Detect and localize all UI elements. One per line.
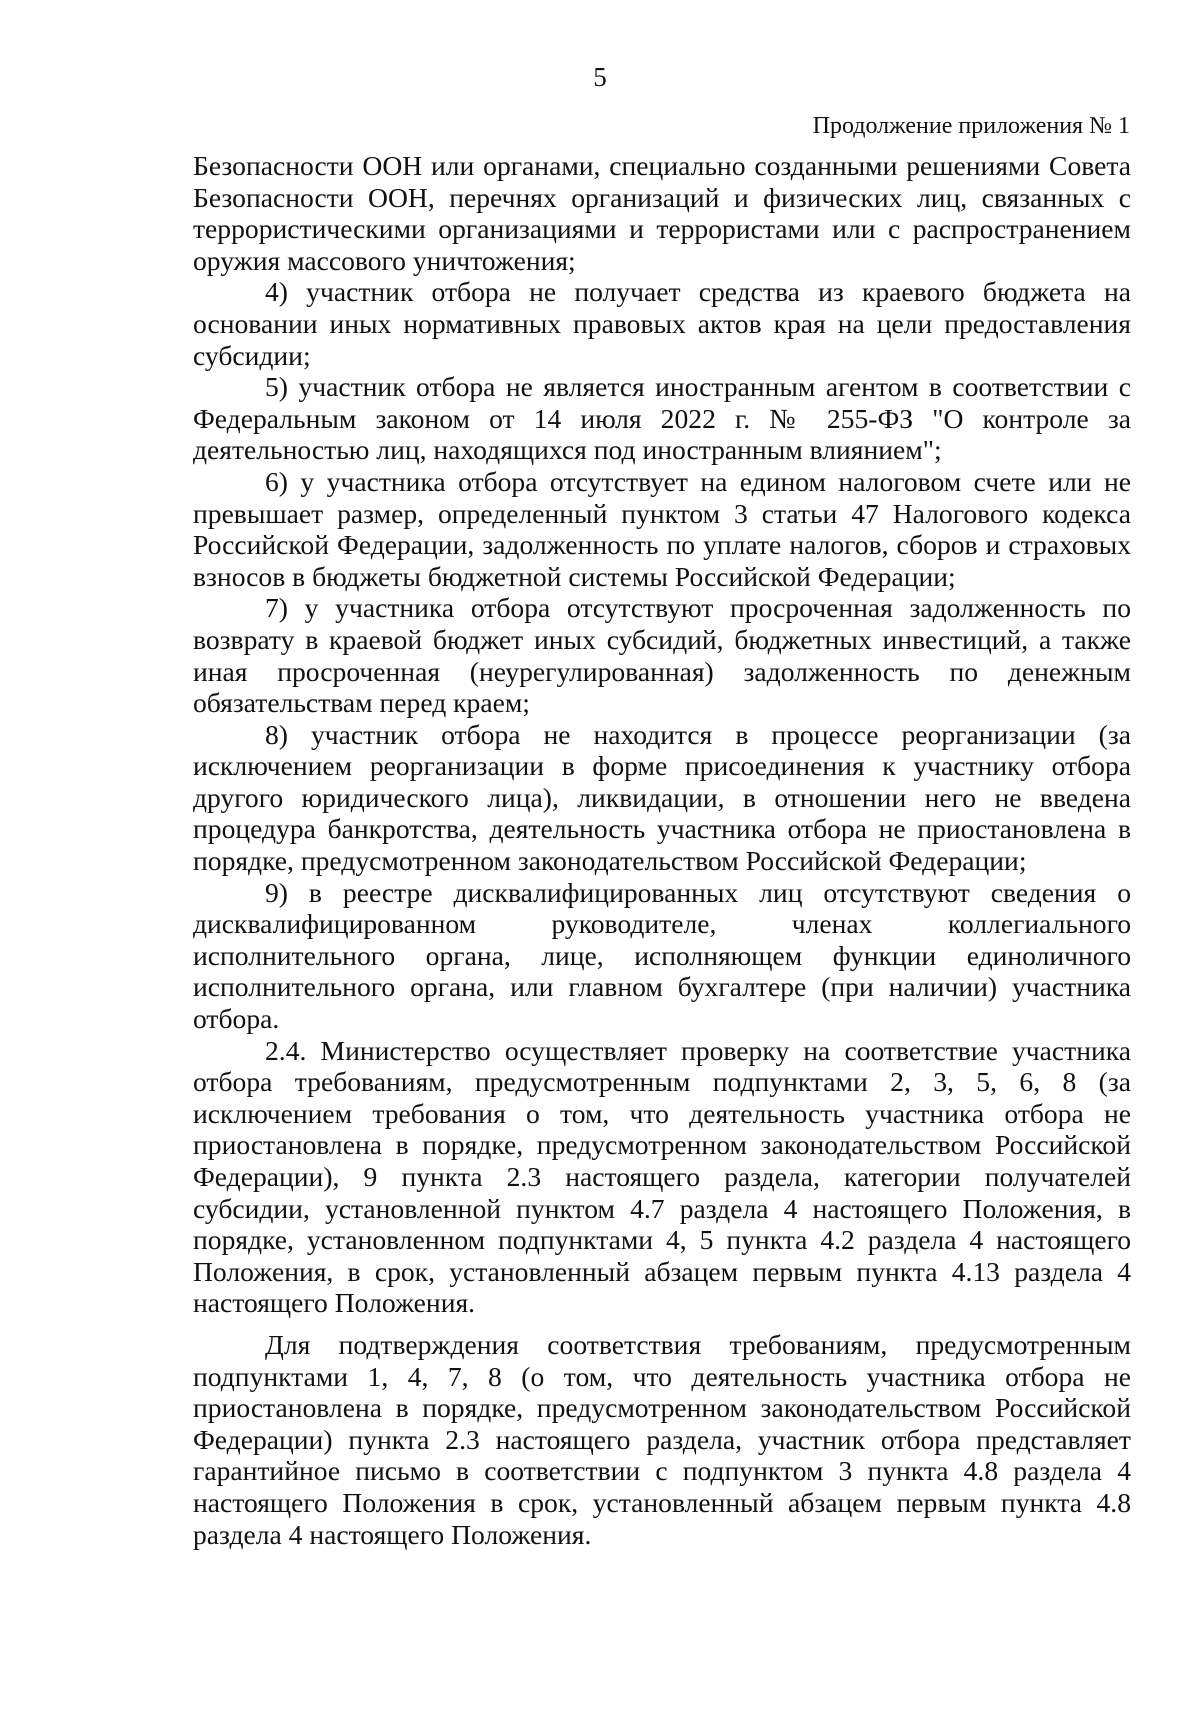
paragraph-section-2-4-ministry-check: 2.4. Министерство осуществляет проверку на соответствие участника отбора требованиям, предусмотренным подпунктами 2, 3, 5, 6, 8 (за исключением требования о том, что деятельность участника отбора не приостановлена в порядке, предусмотренном законодательством Российской Федерации), 9 пункта 2.3 настоящего раздела, категории получателей субсидии, установленной пунктом 4.7 раздела 4 настоящего Положения, в порядке, установленном подпунктами 4, 5 пункта 4.2 раздела 4 настоящего Положения, в срок, установленный абзацем первым пункта 4.13 раздела 4 настоящего Положения.	[193, 1034, 1131, 1319]
paragraph-un-security-council-lists: Безопасности ООН или органами, специально созданными решениями Совета Безопасности ООН, перечнях организаций и физических лиц, связанных с террористическими организациями и террористами или с распространением оружия массового уничтожения;	[193, 150, 1131, 276]
paragraph-item-7-overdue-debt: 7) у участника отбора отсутствуют просроченная задолженность по возврату в краевой бюджет иных субсидий, бюджетных инвестиций, а также иная просроченная (неурегулированная) задолженность по денежным обязательствам перед краем;	[193, 592, 1131, 719]
page-number: 5	[593, 62, 607, 92]
paragraph-guarantee-letter: Для подтверждения соответствия требованиям, предусмотренным подпунктами 1, 4, 7, 8 (о том, что деятельность участника отбора не приостановлена в порядке, предусмотренном законодательством Российской Федерации) пункта 2.3 настоящего раздела, участник отбора представляет гарантийное письмо в соответствии с подпунктом 3 пункта 4.8 раздела 4 настоящего Положения в срок, установленный абзацем первым пункта 4.8 раздела 4 настоящего Положения.	[193, 1328, 1131, 1550]
paragraph-item-9-disqualified-persons: 9) в реестре дисквалифицированных лиц отсутствуют сведения о дисквалифицированном руководителе, членах коллегиального исполнительного органа, лице, исполняющем функции единоличного исполнительного органа, или главном бухгалтере (при наличии) участника отбора.	[193, 876, 1131, 1035]
document-body	[193, 150, 1131, 1550]
appendix-continuation-note: Продолжение приложения № 1	[812, 113, 1130, 139]
paragraph-item-8-reorganization: 8) участник отбора не находится в процессе реорганизации (за исключением реорганизации в форме присоединения к участнику отбора другого юридического лица), ликвидации, в отношении него не введена процедура банкротства, деятельность участника отбора не приостановлена в порядке, предусмотренном законодательством Российской Федерации;	[193, 718, 1131, 877]
paragraph-item-6-tax-debt: 6) у участника отбора отсутствует на едином налоговом счете или не превышает размер, определенный пунктом 3 статьи 47 Налогового кодекса Российской Федерации, задолженность по уплате налогов, сборов и страховых взносов в бюджеты бюджетной системы Российской Федерации;	[193, 465, 1131, 592]
paragraph-item-4-regional-budget: 4) участник отбора не получает средства из краевого бюджета на основании иных нормативных правовых актов края на цели предоставления субсидии;	[193, 276, 1131, 371]
paragraph-item-5-foreign-agent: 5) участник отбора не является иностранным агентом в соответствии с Федеральным законом от 14 июля 2022 г. № 255-ФЗ "О контроле за деятельностью лиц, находящихся под иностранным влиянием";	[193, 371, 1131, 466]
